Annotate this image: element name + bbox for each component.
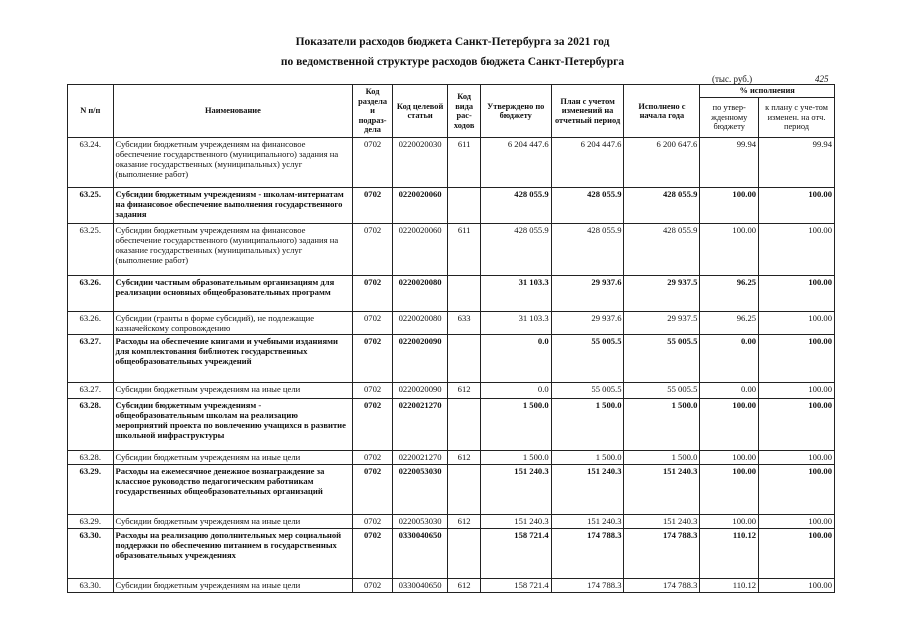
row-pct-approved: 100.00 (700, 515, 759, 529)
row-pct-approved: 0.00 (700, 335, 759, 383)
row-executed: 1 500.0 (624, 451, 700, 465)
row-name: Субсидии (гранты в форме субсидий), не подлежащие казначейскому сопровождению (113, 312, 353, 335)
row-name: Субсидии бюджетным учреждениям - общеобразовательным школам на реализацию мероприятий проекта по вовлечению учащихся в развитие школьной инфраструктуры (113, 399, 353, 451)
row-target-code: 0220020090 (392, 383, 448, 399)
row-name: Субсидии бюджетным учреждениям на иные цели (113, 451, 353, 465)
row-target-code: 0220020030 (392, 138, 448, 188)
row-executed: 6 200 647.6 (624, 138, 700, 188)
row-pct-approved: 110.12 (700, 579, 759, 593)
row-type-code: 612 (448, 451, 480, 465)
row-number: 63.29. (68, 465, 114, 515)
row-pct-approved: 100.00 (700, 188, 759, 224)
row-pct-plan: 100.00 (759, 276, 835, 312)
row-approved: 428 055.9 (480, 188, 551, 224)
row-plan: 55 005.5 (551, 335, 624, 383)
row-section-code: 0702 (353, 579, 392, 593)
table-row (68, 465, 835, 515)
row-type-code: 612 (448, 579, 480, 593)
table-row (68, 399, 835, 451)
row-section-code: 0702 (353, 335, 392, 383)
row-section-code: 0702 (353, 383, 392, 399)
row-pct-approved: 100.00 (700, 224, 759, 276)
row-target-code: 0220020090 (392, 335, 448, 383)
row-number: 63.27. (68, 335, 114, 383)
row-pct-plan: 100.00 (759, 312, 835, 335)
row-executed: 1 500.0 (624, 399, 700, 451)
row-pct-approved: 100.00 (700, 399, 759, 451)
units-label: (тыс. руб.) (712, 74, 753, 84)
row-number: 63.27. (68, 383, 114, 399)
col-header-pct-approved: по утвер-жденному бюджету (700, 98, 759, 138)
row-section-code: 0702 (353, 529, 392, 579)
row-executed: 29 937.5 (624, 276, 700, 312)
row-type-code (448, 399, 480, 451)
row-name: Расходы на обеспечение книгами и учебными изданиями для комплектования библиотек государственных общеобразовательных учреждений (113, 335, 353, 383)
row-section-code: 0702 (353, 188, 392, 224)
row-approved: 1 500.0 (480, 451, 551, 465)
row-name: Расходы на ежемесячное денежное вознаграждение за классное руководство педагогическим работникам государственных общеобразовательных организаций (113, 465, 353, 515)
row-type-code: 611 (448, 138, 480, 188)
col-header-pct-group: % исполнения (700, 85, 835, 98)
row-plan: 29 937.6 (551, 312, 624, 335)
row-type-code: 633 (448, 312, 480, 335)
row-executed: 151 240.3 (624, 465, 700, 515)
table-row (68, 276, 835, 312)
row-target-code: 0220053030 (392, 515, 448, 529)
row-approved: 0.0 (480, 383, 551, 399)
page-number: 425 (815, 74, 829, 84)
row-number: 63.26. (68, 276, 114, 312)
row-number: 63.29. (68, 515, 114, 529)
row-number: 63.25. (68, 188, 114, 224)
row-type-code (448, 276, 480, 312)
row-pct-plan: 100.00 (759, 465, 835, 515)
row-executed: 428 055.9 (624, 224, 700, 276)
row-section-code: 0702 (353, 451, 392, 465)
row-approved: 1 500.0 (480, 399, 551, 451)
row-pct-plan: 100.00 (759, 188, 835, 224)
row-plan: 55 005.5 (551, 383, 624, 399)
table-row (68, 188, 835, 224)
row-type-code (448, 188, 480, 224)
row-pct-plan: 100.00 (759, 383, 835, 399)
row-executed: 174 788.3 (624, 579, 700, 593)
row-target-code: 0220020080 (392, 312, 448, 335)
report-title: Показатели расходов бюджета Санкт-Петербурга за 2021 год (295, 36, 610, 48)
row-plan: 1 500.0 (551, 399, 624, 451)
col-header-pct-plan: к плану с уче-том изменен. на отч. период (759, 98, 835, 138)
row-pct-plan: 100.00 (759, 399, 835, 451)
table-row (68, 515, 835, 529)
row-pct-plan: 100.00 (759, 579, 835, 593)
row-name: Субсидии частным образовательным организациям для реализации основных общеобразовательных программ (113, 276, 353, 312)
col-header-name: Наименование (113, 85, 353, 138)
row-approved: 428 055.9 (480, 224, 551, 276)
row-name: Субсидии бюджетным учреждениям на иные цели (113, 515, 353, 529)
row-name: Субсидии бюджетным учреждениям на финансовое обеспечение государственного (муниципального) задания на оказание государственных (муниципальных) услуг (выполнение работ) (113, 138, 353, 188)
row-pct-approved: 99.94 (700, 138, 759, 188)
table-row (68, 138, 835, 188)
row-number: 63.28. (68, 451, 114, 465)
row-approved: 31 103.3 (480, 276, 551, 312)
row-name: Субсидии бюджетным учреждениям - школам-интернатам на финансовое обеспечение выполнения государственного задания (113, 188, 353, 224)
row-target-code: 0220021270 (392, 451, 448, 465)
row-name: Субсидии бюджетным учреждениям на финансовое обеспечение государственного (муниципального) задания на оказание государственных (муниципальных) услуг (выполнение работ) (113, 224, 353, 276)
row-plan: 6 204 447.6 (551, 138, 624, 188)
row-pct-plan: 100.00 (759, 335, 835, 383)
row-type-code (448, 465, 480, 515)
row-section-code: 0702 (353, 224, 392, 276)
row-type-code (448, 335, 480, 383)
row-target-code: 0330040650 (392, 579, 448, 593)
row-approved: 0.0 (480, 335, 551, 383)
table-body (68, 138, 835, 593)
row-name: Субсидии бюджетным учреждениям на иные цели (113, 579, 353, 593)
row-number: 63.30. (68, 529, 114, 579)
row-number: 63.28. (68, 399, 114, 451)
row-type-code: 612 (448, 383, 480, 399)
row-target-code: 0220020060 (392, 224, 448, 276)
row-pct-plan: 100.00 (759, 515, 835, 529)
row-approved: 158 721.4 (480, 579, 551, 593)
row-section-code: 0702 (353, 138, 392, 188)
row-target-code: 0220020080 (392, 276, 448, 312)
report-subtitle: по ведомственной структуре расходов бюджета Санкт-Петербурга (280, 56, 625, 68)
row-plan: 151 240.3 (551, 465, 624, 515)
row-executed: 428 055.9 (624, 188, 700, 224)
row-pct-approved: 0.00 (700, 383, 759, 399)
row-type-code: 612 (448, 515, 480, 529)
row-plan: 174 788.3 (551, 529, 624, 579)
row-name: Расходы на реализацию дополнительных мер социальной поддержки по обеспечению питанием в государственных образовательных учреждениях (113, 529, 353, 579)
table-header (68, 85, 835, 138)
row-number: 63.30. (68, 579, 114, 593)
row-executed: 29 937.5 (624, 312, 700, 335)
table-row (68, 451, 835, 465)
row-plan: 151 240.3 (551, 515, 624, 529)
row-section-code: 0702 (353, 465, 392, 515)
row-approved: 6 204 447.6 (480, 138, 551, 188)
table-row (68, 312, 835, 335)
table-row (68, 383, 835, 399)
col-header-plan: План с учетом изменений на отчетный период (551, 85, 624, 138)
row-approved: 151 240.3 (480, 465, 551, 515)
row-pct-approved: 96.25 (700, 276, 759, 312)
table-row (68, 224, 835, 276)
row-target-code: 0220053030 (392, 465, 448, 515)
row-section-code: 0702 (353, 312, 392, 335)
col-header-section: Код раздела и подраз-дела (353, 85, 392, 138)
row-plan: 428 055.9 (551, 188, 624, 224)
row-target-code: 0220021270 (392, 399, 448, 451)
col-header-num: N п/п (68, 85, 114, 138)
row-pct-approved: 96.25 (700, 312, 759, 335)
expense-table (67, 84, 835, 593)
col-header-approved: Утверждено по бюджету (480, 85, 551, 138)
row-approved: 151 240.3 (480, 515, 551, 529)
row-executed: 174 788.3 (624, 529, 700, 579)
row-target-code: 0330040650 (392, 529, 448, 579)
col-header-executed: Исполнено с начала года (624, 85, 700, 138)
row-pct-plan: 100.00 (759, 529, 835, 579)
row-approved: 158 721.4 (480, 529, 551, 579)
row-executed: 55 005.5 (624, 335, 700, 383)
row-section-code: 0702 (353, 399, 392, 451)
row-pct-plan: 100.00 (759, 451, 835, 465)
table-row (68, 335, 835, 383)
row-plan: 174 788.3 (551, 579, 624, 593)
row-executed: 151 240.3 (624, 515, 700, 529)
row-type-code: 611 (448, 224, 480, 276)
col-header-type: Код вида рас-ходов (448, 85, 480, 138)
row-plan: 1 500.0 (551, 451, 624, 465)
row-type-code (448, 529, 480, 579)
row-pct-plan: 100.00 (759, 224, 835, 276)
row-plan: 428 055.9 (551, 224, 624, 276)
row-number: 63.24. (68, 138, 114, 188)
col-header-target: Код целевой статьи (392, 85, 448, 138)
row-number: 63.25. (68, 224, 114, 276)
row-approved: 31 103.3 (480, 312, 551, 335)
row-pct-approved: 100.00 (700, 451, 759, 465)
table-row (68, 529, 835, 579)
row-executed: 55 005.5 (624, 383, 700, 399)
row-plan: 29 937.6 (551, 276, 624, 312)
row-name: Субсидии бюджетным учреждениям на иные цели (113, 383, 353, 399)
row-target-code: 0220020060 (392, 188, 448, 224)
row-section-code: 0702 (353, 515, 392, 529)
row-number: 63.26. (68, 312, 114, 335)
table-row (68, 579, 835, 593)
row-pct-approved: 100.00 (700, 465, 759, 515)
row-pct-plan: 99.94 (759, 138, 835, 188)
row-pct-approved: 110.12 (700, 529, 759, 579)
row-section-code: 0702 (353, 276, 392, 312)
